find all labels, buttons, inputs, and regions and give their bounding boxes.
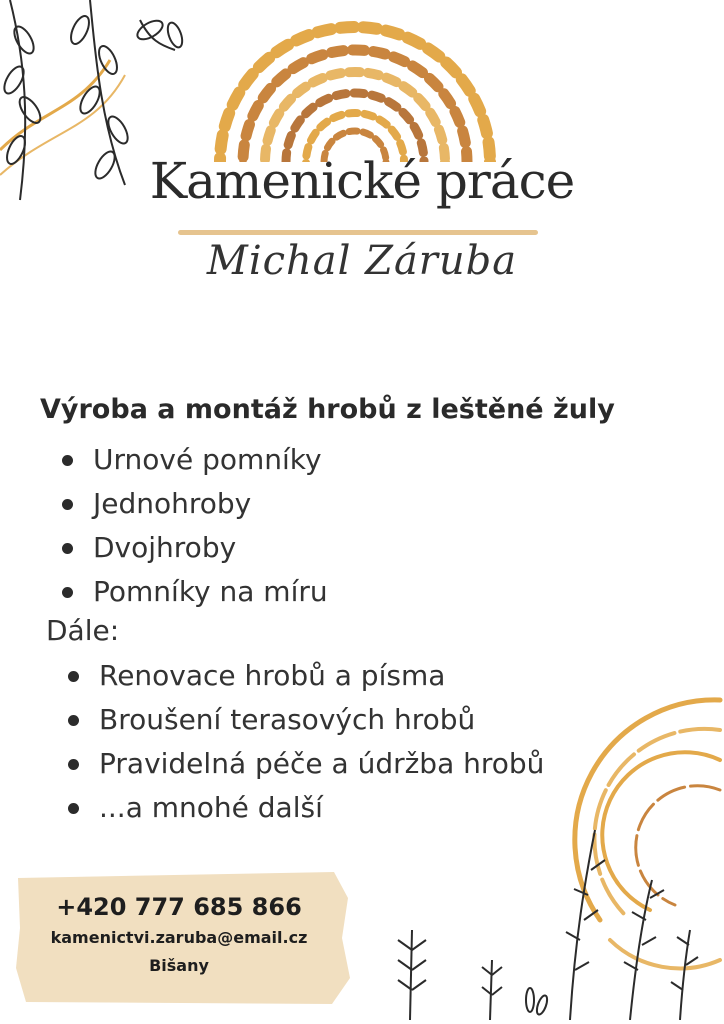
list-item-label: Pomníky na míru: [93, 575, 328, 608]
list-item: [68, 654, 544, 698]
services-heading: Výroba a montáž hrobů z leštěné žuly: [40, 394, 615, 425]
bullet-icon: [68, 715, 79, 726]
bullet-icon: [68, 803, 79, 814]
additional-label: Dále:: [46, 614, 120, 647]
additional-list: [68, 654, 544, 830]
list-item: [62, 482, 328, 526]
bullet-icon: [62, 543, 73, 554]
list-item-label: Jednohroby: [93, 487, 252, 520]
list-item-label: Dvojhroby: [93, 531, 237, 564]
email-address: kamenictvi.zaruba@email.cz: [50, 928, 308, 947]
list-item-label: Pravidelná péče a údržba hrobů: [99, 747, 545, 780]
bullet-icon: [62, 455, 73, 466]
list-item-label: Urnové pomníky: [93, 443, 322, 476]
list-item: [68, 742, 544, 786]
location: Bišany: [149, 956, 209, 975]
list-item-label: Broušení terasových hrobů: [99, 703, 476, 736]
services-list: [62, 438, 328, 614]
plant-sprig-icon: [380, 820, 724, 1020]
bullet-icon: [68, 759, 79, 770]
list-item: [62, 438, 328, 482]
bullet-icon: [62, 499, 73, 510]
bullet-icon: [62, 587, 73, 598]
list-item-label: ...a mnohé další: [99, 791, 323, 824]
company-title: Kamenické práce: [149, 152, 575, 210]
bullet-icon: [68, 671, 79, 682]
list-item: [62, 570, 328, 614]
phone-number: +420 777 685 866: [56, 893, 302, 921]
owner-name: Michal Záruba: [206, 238, 518, 284]
rainbow-sun-icon: [205, 12, 505, 167]
list-item: [62, 526, 328, 570]
list-item: [68, 698, 544, 742]
list-item-label: Renovace hrobů a písma: [99, 659, 446, 692]
title-underline: [178, 230, 538, 235]
